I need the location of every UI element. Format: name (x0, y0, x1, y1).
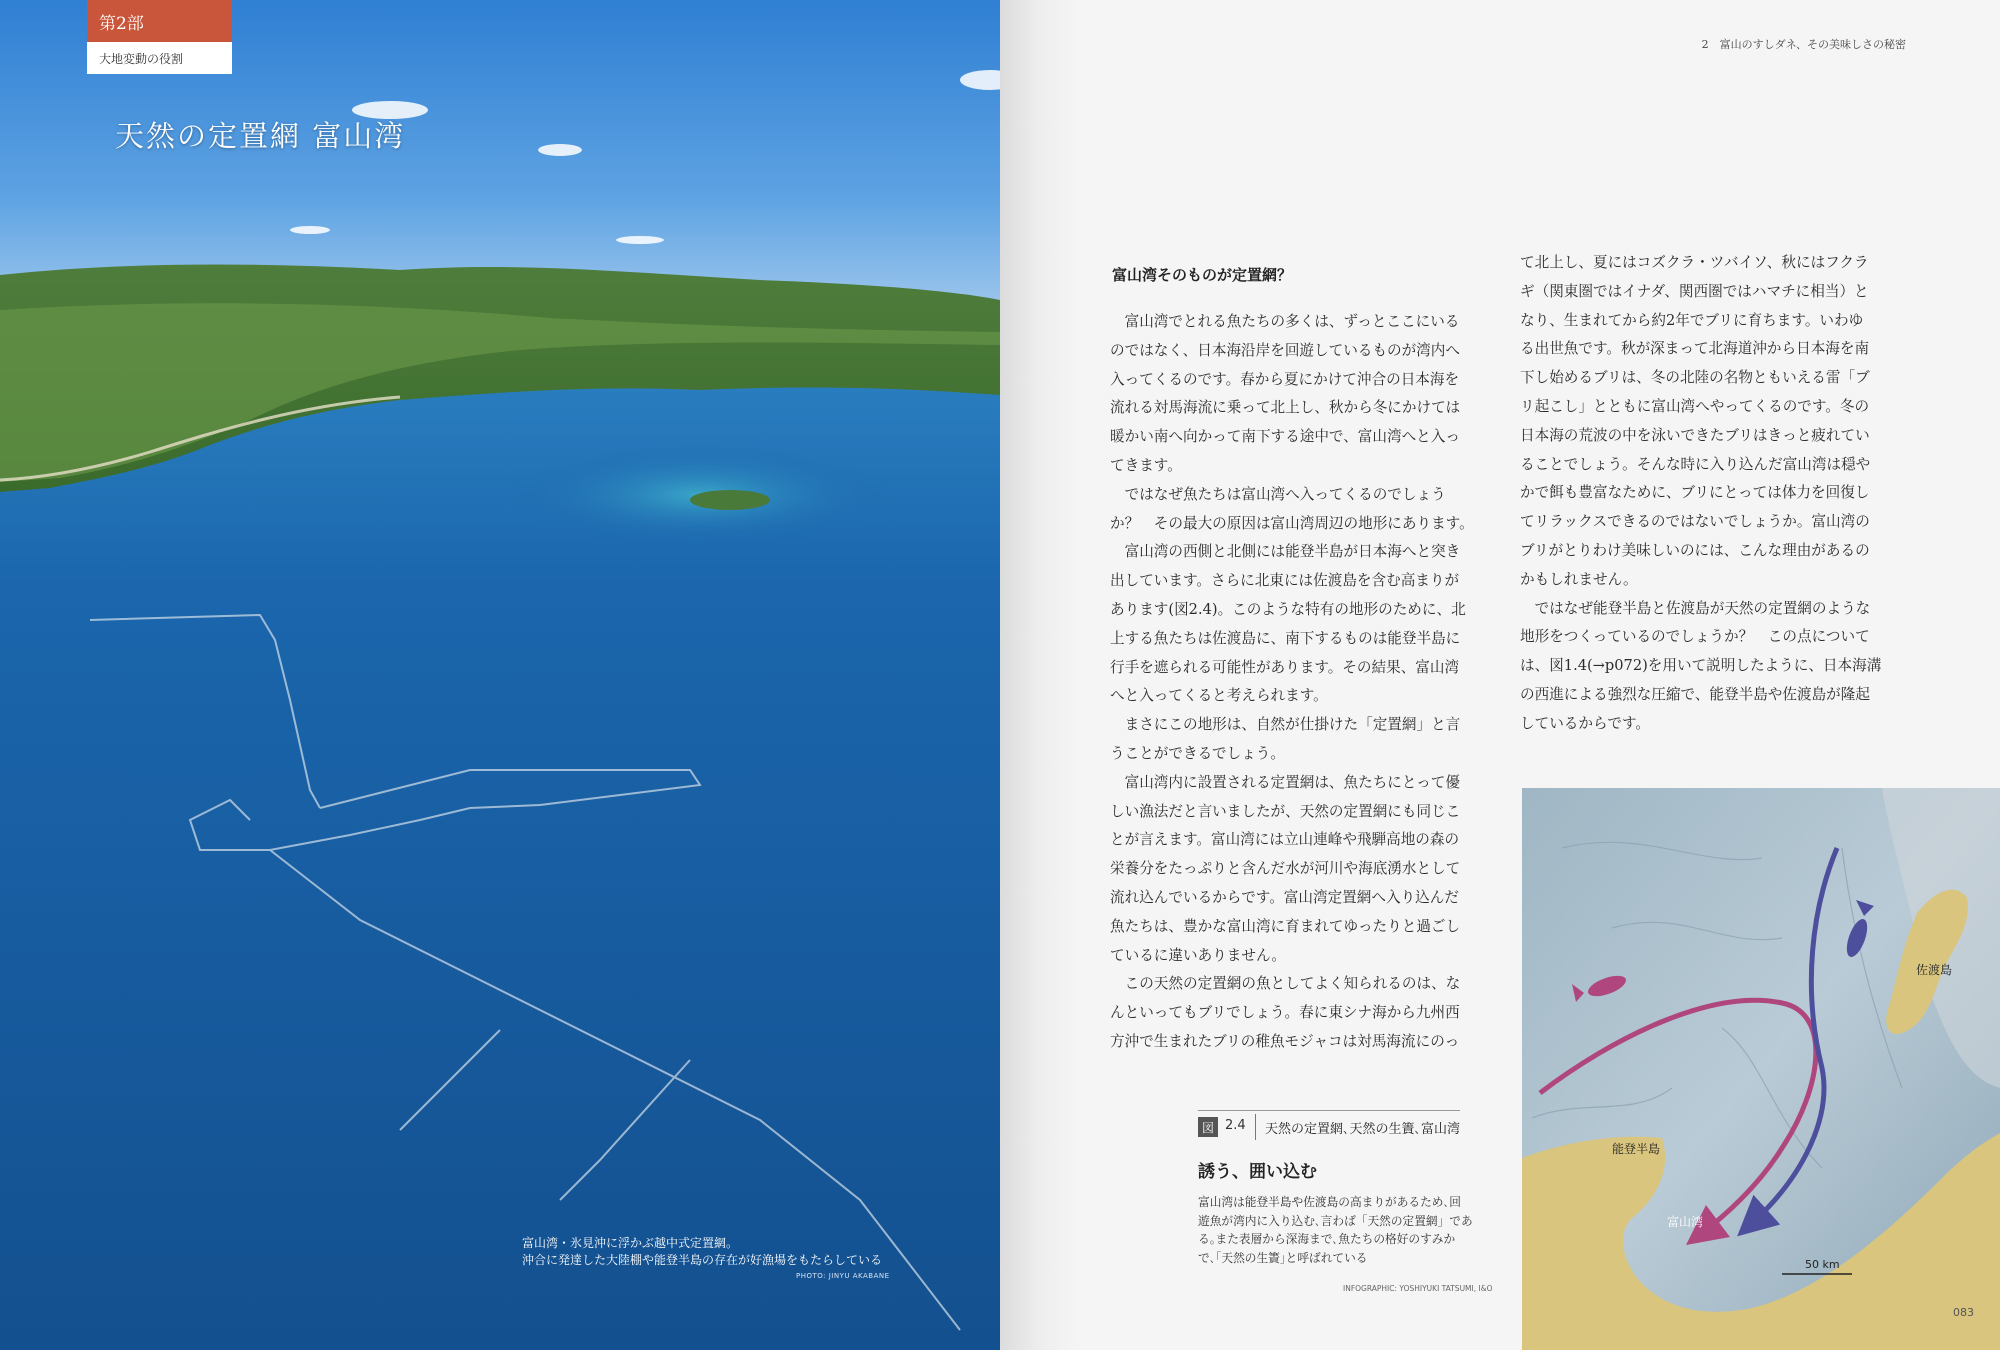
photo-credit: PHOTO: JINYU AKABANE (796, 1272, 890, 1280)
photo-caption-line1: 富山湾・氷見沖に浮かぶ越中式定置網。 (522, 1236, 739, 1250)
page-title: 天然の定置網 富山湾 (115, 119, 406, 153)
section-heading: 富山湾そのものが定置網？ (1112, 266, 1293, 284)
map-graphic (1522, 788, 2000, 1350)
figure-number: 2.4 (1225, 1118, 1246, 1133)
page-number: 083 (1953, 1306, 1974, 1319)
island (690, 490, 770, 510)
part-label: 第2部 (87, 0, 232, 42)
part-tab (87, 0, 232, 74)
figure-credit: INFOGRAPHIC: YOSHIYUKI TATSUMI, I&O (1343, 1284, 1493, 1293)
noto-label: 能登半島 (1612, 1142, 1661, 1156)
figure-rule (1198, 1110, 1460, 1111)
toyama-bay-map (1522, 788, 2000, 1350)
figure-heading: 誘う、囲い込む (1198, 1162, 1317, 1182)
photo-caption (522, 1235, 882, 1269)
part-subtitle: 大地変動の役割 (87, 42, 232, 74)
body-column-2: て北上し、夏にはコズクラ・ツバイソ、秋にはフクラ ギ（関東圏ではイナダ、関西圏ではハマチに相当）と なり、生まれてから約2年でブリに育ちます。いわゆ る出世魚です。秋が深まって北海道沖から日本海を南 下し始めるブリは、冬の北陸の名物ともいえる雷「ブ リ起こし」とともに富山湾へやってくるのです。冬の 日本海の荒波の中を泳いできたブリはきっと疲れてい ることでしょう。そんな時に入り込んだ富山湾は穏や かで餌も豊富なために、ブリにとっては体力を回復し てリラックスできるのではないでしょうか。富山湾の ブリがとりわけ美味しいのには、こんな理由があるの かもしれません。 ではなぜ能登半島と佐渡島が天然の定置網のような 地形をつくっているのでしょうか？ この点について は、図1.4(→p072)を用いて説明したように、日本海溝 の西進による強烈な圧縮で、能登半島や佐渡島が隆起 しているからです。 (1520, 254, 1882, 732)
photo-caption-line2: 沖合に発達した大陸棚や能登半島の存在が好漁場をもたらしている (522, 1253, 883, 1267)
figure-label: 図 (1198, 1117, 1218, 1137)
scale-label: 50 km (1805, 1258, 1840, 1271)
figure-title: 天然の定置網､天然の生簀､富山湾 (1265, 1122, 1461, 1137)
figure-description: 富山湾は能登半島や佐渡島の高まりがあるため､回 遊魚が湾内に入り込む､言わば「天然の定置網」であ る｡また表層から深海まで､魚たちの格好のすみか で､｢天然の生簀｣と呼ばれている (1198, 1195, 1473, 1265)
body-column-1: 富山湾でとれる魚たちの多くは、ずっとここにいる のではなく、日本海沿岸を回遊しているものが湾内へ 入ってくるのです。春から夏にかけて沖合の日本海を 流れる対馬海流に乗って北上し、秋から冬にかけては 暖かい南へ向かって南下する途中で、富山湾へと入っ てきます。 ではなぜ魚たちは富山湾へ入ってくるのでしょう か？ その最大の原因は富山湾周辺の地形にあります。 富山湾の西側と北側には能登半島が日本海へと突き 出しています。さらに北東には佐渡島を含む高まりが あります(図2.4)。このような特有の地形のために、北 上する魚たちは佐渡島に、南下するものは能登半島に 行手を遮られる可能性があります。その結果、富山湾 へと入ってくると考えられます。 まさにこの地形は、自然が仕掛けた「定置網」と言 うことができるでしょう。 富山湾内に設置される定置網は、魚たちにとって優 しい漁法だと言いましたが、天然の定置網にも同じこ とが言えます。富山湾には立山連峰や飛騨高地の森の 栄養分をたっぷりと含んだ水が河川や海底湧水として 流れ込んでいるからです。富山湾定置網へ入り込んだ 魚たちは、豊かな富山湾に育まれてゆったりと過ごし ているに違いありません。 この天然の定置網の魚としてよく知られるのは、な んといってもブリでしょう。春に東シナ海から九州西 方沖で生まれたブリの稚魚モジャコは対馬海流にのっ (1110, 313, 1474, 1050)
sado-label: 佐渡島 (1916, 963, 1953, 977)
toyama-bay-label: 富山湾 (1667, 1215, 1704, 1229)
figure-separator (1255, 1114, 1256, 1140)
text-page (1000, 0, 2000, 1350)
running-head: 2 富山のすしダネ、その美味しさの秘密 (1701, 38, 1906, 51)
